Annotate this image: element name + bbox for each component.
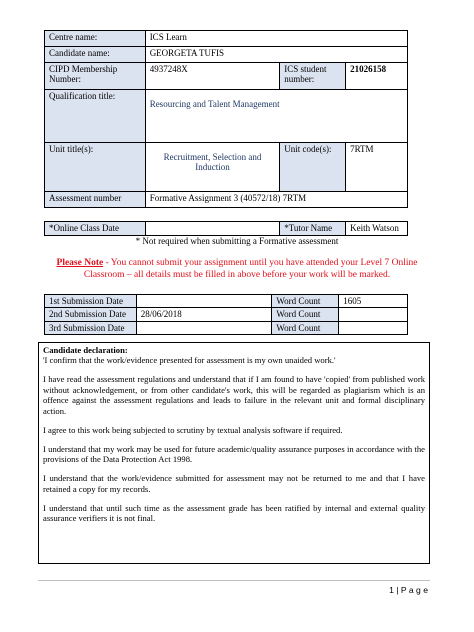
declaration-paragraph: I agree to this work being subjected to scrutiny by textual analysis software if required. (43, 424, 343, 435)
declaration-paragraph: I understand that the work/evidence submitted for assessment may not be returned to me and that I have retained a copy for my records. (43, 473, 425, 494)
word-count-value (339, 321, 408, 334)
please-note-text: - You cannot submit your assignment until you have attended your Level 7 Online Classroom – all details must be filled in above before your work will be marked. (83, 258, 418, 281)
submission-date (136, 295, 272, 308)
submission-date (136, 321, 272, 334)
word-count-label: Word Count (272, 321, 339, 334)
unit-code-label: Unit code(s): (280, 143, 346, 192)
formative-note: * Not required when submitting a Formative assessment (135, 236, 339, 246)
online-class-table (44, 221, 408, 236)
qualification-title-label: Qualification title: (45, 90, 146, 143)
centre-name-label: Centre name: (45, 31, 146, 47)
unit-code-value: 7RTM (346, 143, 408, 192)
unit-title-value: Recruitment, Selection and Induction (145, 143, 280, 192)
please-note-label: Please Note (56, 258, 104, 268)
online-class-date-value (145, 222, 279, 236)
tutor-name-label: *Tutor Name (280, 222, 346, 236)
declaration-paragraph: 'I confirm that the work/evidence presented for assessment is my own unaided work.' (43, 355, 336, 366)
online-class-date-label: *Online Class Date (45, 222, 146, 236)
footer-divider (38, 580, 430, 581)
please-note-warning (37, 257, 437, 282)
word-count-value: 1605 (339, 295, 408, 308)
unit-title-label: Unit title(s): (45, 143, 146, 192)
submission-table (44, 294, 408, 335)
candidate-declaration-box (38, 342, 430, 564)
submission-label: 3rd Submission Date (45, 321, 137, 334)
membership-number-label: CIPD Membership Number: (45, 63, 146, 90)
centre-name-value: ICS Learn (145, 31, 407, 47)
word-count-label: Word Count (272, 295, 339, 308)
candidate-info-table (44, 30, 408, 208)
submission-label: 2nd Submission Date (45, 308, 137, 321)
assessment-number-label: Assessment number (45, 192, 146, 208)
candidate-name-label: Candidate name: (45, 47, 146, 63)
assessment-number-value: Formative Assignment 3 (40572/18) 7RTM (145, 192, 407, 208)
word-count-label: Word Count (272, 308, 339, 321)
submission-label: 1st Submission Date (45, 295, 137, 308)
declaration-paragraph: I have read the assessment regulations and understand that if I am found to have 'copied' from published work without acknowledgement, or from other candidate's work, this will be regarded as plagiarism which is an offence against the assessment regulations and leads to failure in the relevant unit and formal disciplinary action. (43, 374, 425, 416)
qualification-title-value: Resourcing and Talent Management (145, 90, 407, 143)
declaration-paragraph: I understand that my work may be used for future academic/quality assurance purposes in accordance with the provisions of the Data Protection Act 1998. (43, 443, 425, 465)
membership-number-value: 4937248X (145, 63, 280, 90)
submission-date: 28/06/2018 (136, 308, 272, 321)
page-number: 1 | P a g e (389, 585, 428, 595)
declaration-paragraph: I understand that until such time as the assessment grade has been ratified by internal and external quality assurance verifiers it is not final. (43, 502, 425, 524)
ics-student-number-label: ICS student number: (280, 63, 346, 90)
tutor-name-value: Keith Watson (346, 222, 408, 236)
ics-student-number-value: 21026158 (346, 63, 408, 90)
declaration-heading: Candidate declaration: (43, 345, 128, 355)
candidate-name-value: GEORGETA TUFIS (145, 47, 407, 63)
word-count-value (339, 308, 408, 321)
